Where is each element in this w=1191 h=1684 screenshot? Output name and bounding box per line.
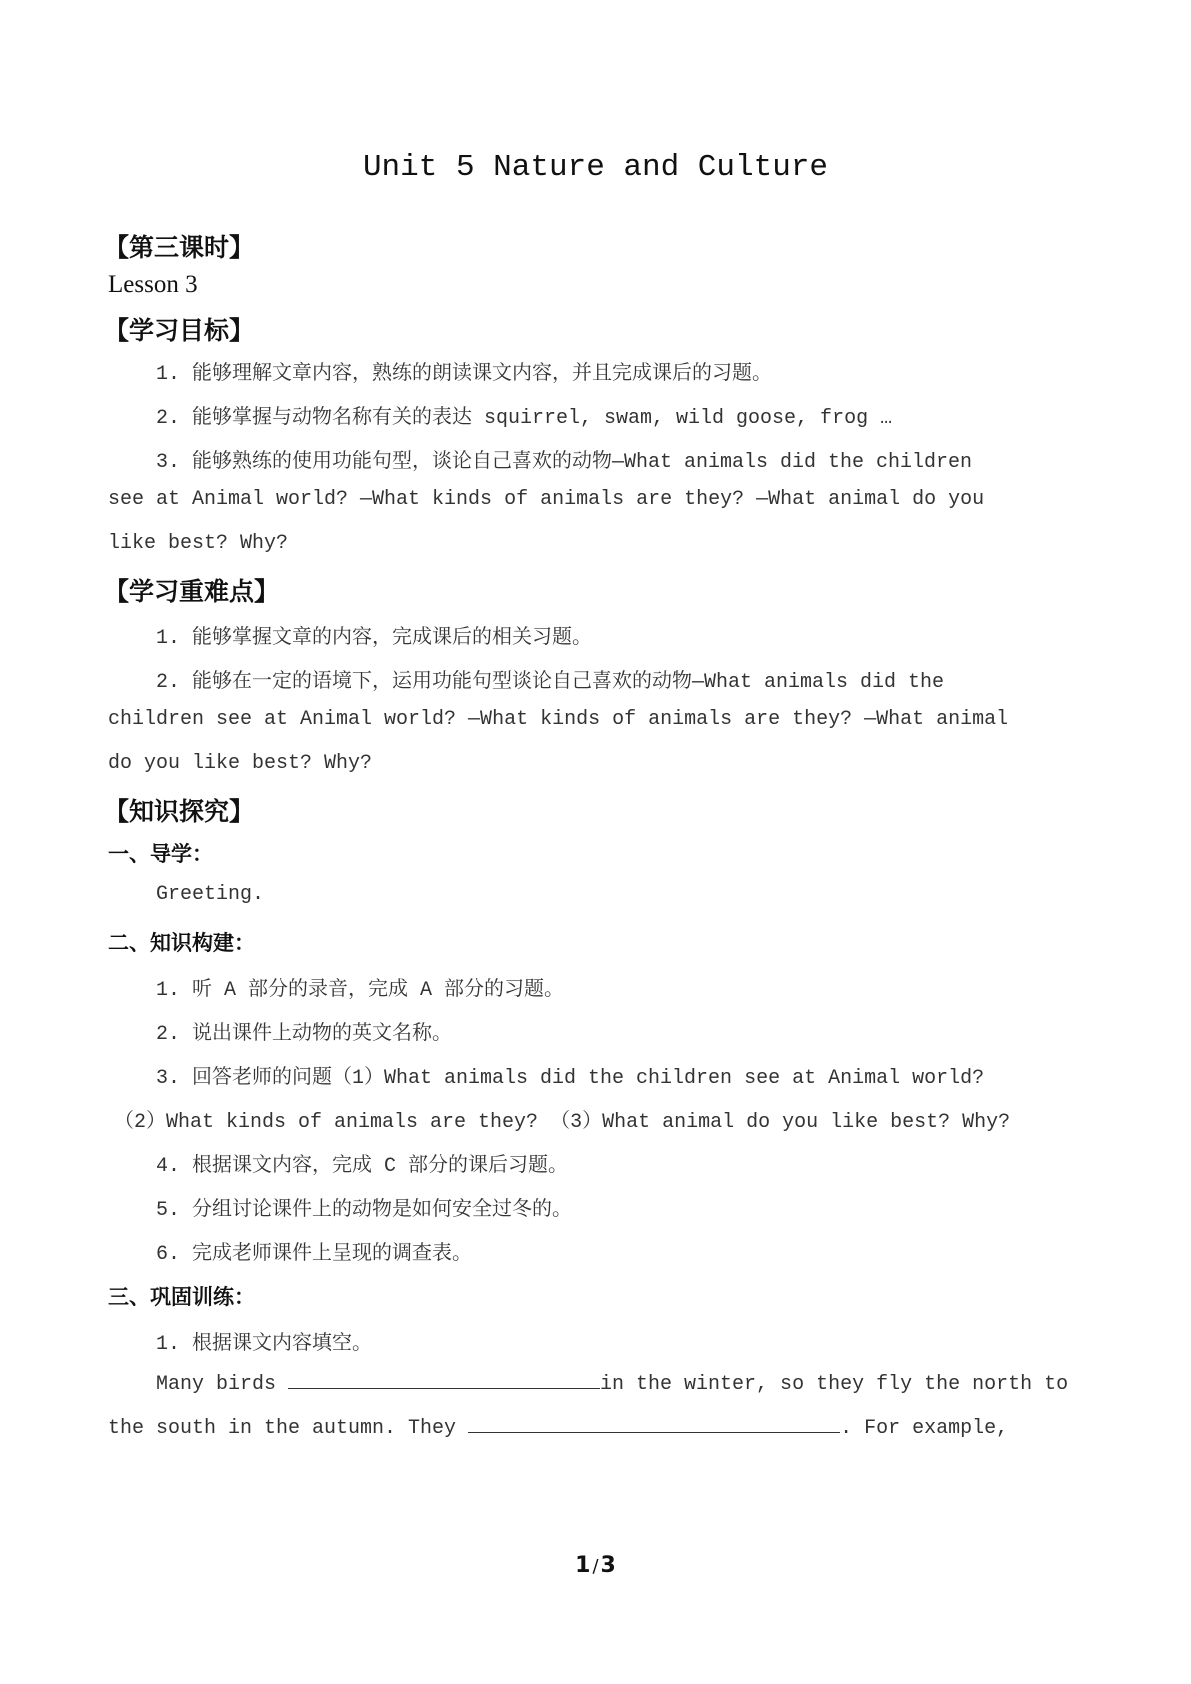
fill-text-after: . For example,	[840, 1417, 1009, 1440]
section-build-heading: 二、知识构建：	[108, 931, 255, 955]
key-point-item: 1. 能够掌握文章的内容，完成课后的相关习题。	[156, 627, 593, 650]
key-point-continuation: children see at Animal world? —What kinds of animals are they? —What animal	[108, 708, 1009, 731]
objective-continuation: like best? Why?	[108, 532, 289, 555]
build-item: 1. 听 A 部分的录音，完成 A 部分的习题。	[156, 979, 565, 1002]
key-point-continuation: do you like best? Why?	[108, 752, 373, 775]
lesson-label: Lesson 3	[108, 271, 198, 298]
build-item: 5. 分组讨论课件上的动物是如何安全过冬的。	[156, 1199, 573, 1222]
objectives-heading: 【学习目标】	[104, 316, 255, 345]
build-item: 3. 回答老师的问题（1）What animals did the children see at Animal world?	[156, 1067, 985, 1090]
fill-text-before: the south in the autumn. They	[108, 1417, 469, 1440]
current-page: 1	[575, 1553, 591, 1578]
document-title: Unit 5 Nature and Culture	[362, 150, 829, 185]
key-points-heading: 【学习重难点】	[104, 577, 280, 606]
total-pages: 3	[600, 1553, 616, 1578]
build-item: 6. 完成老师课件上呈现的调查表。	[156, 1243, 473, 1266]
section-guide-heading: 一、导学：	[108, 842, 213, 866]
section-practice-heading: 三、巩固训练：	[108, 1285, 255, 1309]
page-number	[0, 1553, 1191, 1578]
key-point-item: 2. 能够在一定的语境下，运用功能句型谈论自己喜欢的动物—What animals did the	[156, 671, 945, 694]
greeting-text: Greeting.	[156, 883, 265, 906]
fill-blank-line-2	[108, 1414, 1008, 1440]
build-item: 4. 根据课文内容，完成 C 部分的课后习题。	[156, 1155, 569, 1178]
fill-blank-line-1	[156, 1370, 1068, 1396]
exploration-heading: 【知识探究】	[104, 797, 255, 826]
fill-blank-1[interactable]	[288, 1370, 600, 1389]
objective-continuation: see at Animal world? —What kinds of animals are they? —What animal do you	[108, 488, 985, 511]
fill-text-after: in the winter, so they fly the north to	[600, 1373, 1069, 1396]
practice-item: 1. 根据课文内容填空。	[156, 1333, 373, 1356]
objective-item: 1. 能够理解文章内容，熟练的朗读课文内容，并且完成课后的习题。	[156, 363, 773, 386]
objective-item: 3. 能够熟练的使用功能句型，谈论自己喜欢的动物—What animals did the children	[156, 451, 973, 474]
fill-blank-2[interactable]	[468, 1414, 840, 1433]
period-heading: 【第三课时】	[104, 233, 255, 262]
page-separator: /	[592, 1556, 599, 1577]
objective-item: 2. 能够掌握与动物名称有关的表达 squirrel, swam, wild goose, frog …	[156, 407, 893, 430]
fill-text-before: Many birds	[156, 1373, 289, 1396]
build-item: 2. 说出课件上动物的英文名称。	[156, 1023, 453, 1046]
build-item-continuation: （2）What kinds of animals are they? （3）What animal do you like best? Why?	[114, 1111, 1011, 1134]
